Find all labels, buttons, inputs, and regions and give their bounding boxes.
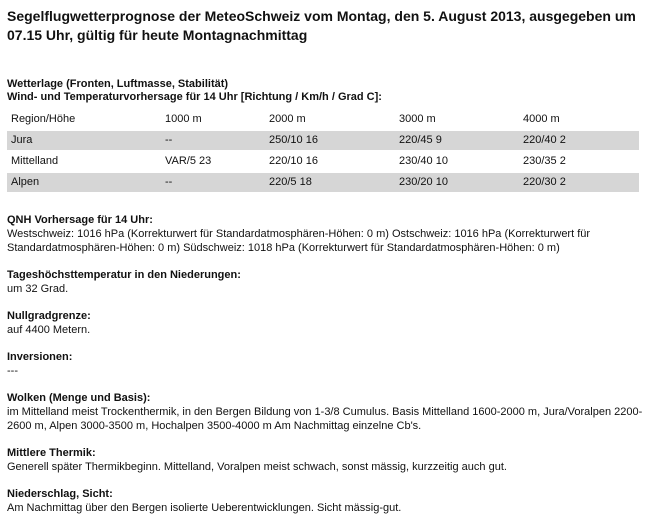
wind-heading: Wind- und Temperaturvorhersage für 14 Uhr [Richtung / Km/h / Grad C]: xyxy=(7,91,382,103)
wetterlage-heading: Wetterlage (Fronten, Luftmasse, Stabilität) xyxy=(7,78,229,90)
table-cell: -- xyxy=(161,173,265,192)
thermals-text: Generell später Thermikbeginn. Mittelland, Voralpen meist schwach, sonst mässig, kurzzeitig auch gut. xyxy=(7,461,507,473)
clouds-text: im Mittelland meist Trockenthermik, in den Bergen Bildung von 1-3/8 Cumulus. Basis Mittelland 1600-2000 m, Jura/Voralpen 2200-2600 m, Alpen 3000-3500 m, Hochalpen 3500-4000 m Am Nachmittag einzelne Cb's. xyxy=(7,406,643,432)
qnh-heading: QNH Vorhersage für 14 Uhr: xyxy=(7,214,153,226)
table-cell: 220/45 9 xyxy=(395,131,519,150)
table-cell: 250/10 16 xyxy=(265,131,395,150)
table-cell: 230/40 10 xyxy=(399,155,448,167)
max-temperature-section xyxy=(7,269,647,296)
table-cell: 230/35 2 xyxy=(523,155,566,167)
header-cell-2000m: 2000 m xyxy=(269,113,306,125)
freezing-level-section xyxy=(7,310,647,337)
inversions-heading: Inversionen: xyxy=(7,351,73,363)
table-row-alpen xyxy=(7,173,639,192)
page-title: Segelflugwetterprognose der MeteoSchweiz vom Montag, den 5. August 2013, ausgegeben um 07.15 Uhr, gültig für heute Montagnachmittag xyxy=(7,8,636,43)
freezing-level-text: auf 4400 Metern. xyxy=(7,324,91,336)
precipitation-text: Am Nachmittag über den Bergen isolierte Ueberentwicklungen. Sicht mässig-gut. xyxy=(7,502,402,514)
table-cell: Mittelland xyxy=(11,155,59,167)
wind-temperature-table xyxy=(7,108,639,194)
max-temperature-text: um 32 Grad. xyxy=(7,283,69,295)
table-row-mittelland xyxy=(7,152,639,171)
table-cell: -- xyxy=(161,131,265,150)
qnh-text: Westschweiz: 1016 hPa (Korrekturwert für Standardatmosphären-Höhen: 0 m) Ostschweiz: 1016 hPa (Korrekturwert für Standardatmosphären-Höhen: 0 m) Südschweiz: 1018 hPa (Korrekturwert für Standardatmosphären-Höhen: 0 m) xyxy=(7,228,591,254)
header-cell-region: Region/Höhe xyxy=(11,113,76,125)
table-row-jura xyxy=(7,131,639,150)
table-cell: VAR/5 23 xyxy=(165,155,212,167)
thermals-heading: Mittlere Thermik: xyxy=(7,447,96,459)
table-header-row xyxy=(7,110,639,129)
precipitation-section xyxy=(7,488,647,515)
header-cell-4000m: 4000 m xyxy=(523,113,560,125)
max-temperature-heading: Tageshöchsttemperatur in den Niederungen: xyxy=(7,269,241,281)
table-cell: 220/10 16 xyxy=(269,155,318,167)
table-cell: 220/40 2 xyxy=(519,131,639,150)
freezing-level-heading: Nullgradgrenze: xyxy=(7,310,91,322)
forecast-page xyxy=(7,0,647,515)
inversions-section xyxy=(7,351,647,378)
qnh-section xyxy=(7,214,647,255)
header-cell-1000m: 1000 m xyxy=(165,113,202,125)
table-cell: 220/30 2 xyxy=(519,173,639,192)
table-cell: Jura xyxy=(7,131,161,150)
clouds-section xyxy=(7,392,647,433)
clouds-heading: Wolken (Menge und Basis): xyxy=(7,392,151,404)
header-cell-3000m: 3000 m xyxy=(399,113,436,125)
table-cell: 220/5 18 xyxy=(265,173,395,192)
thermals-section xyxy=(7,447,647,474)
table-cell: Alpen xyxy=(7,173,161,192)
table-cell: 230/20 10 xyxy=(395,173,519,192)
precipitation-heading: Niederschlag, Sicht: xyxy=(7,488,113,500)
inversions-text: --- xyxy=(7,365,18,377)
